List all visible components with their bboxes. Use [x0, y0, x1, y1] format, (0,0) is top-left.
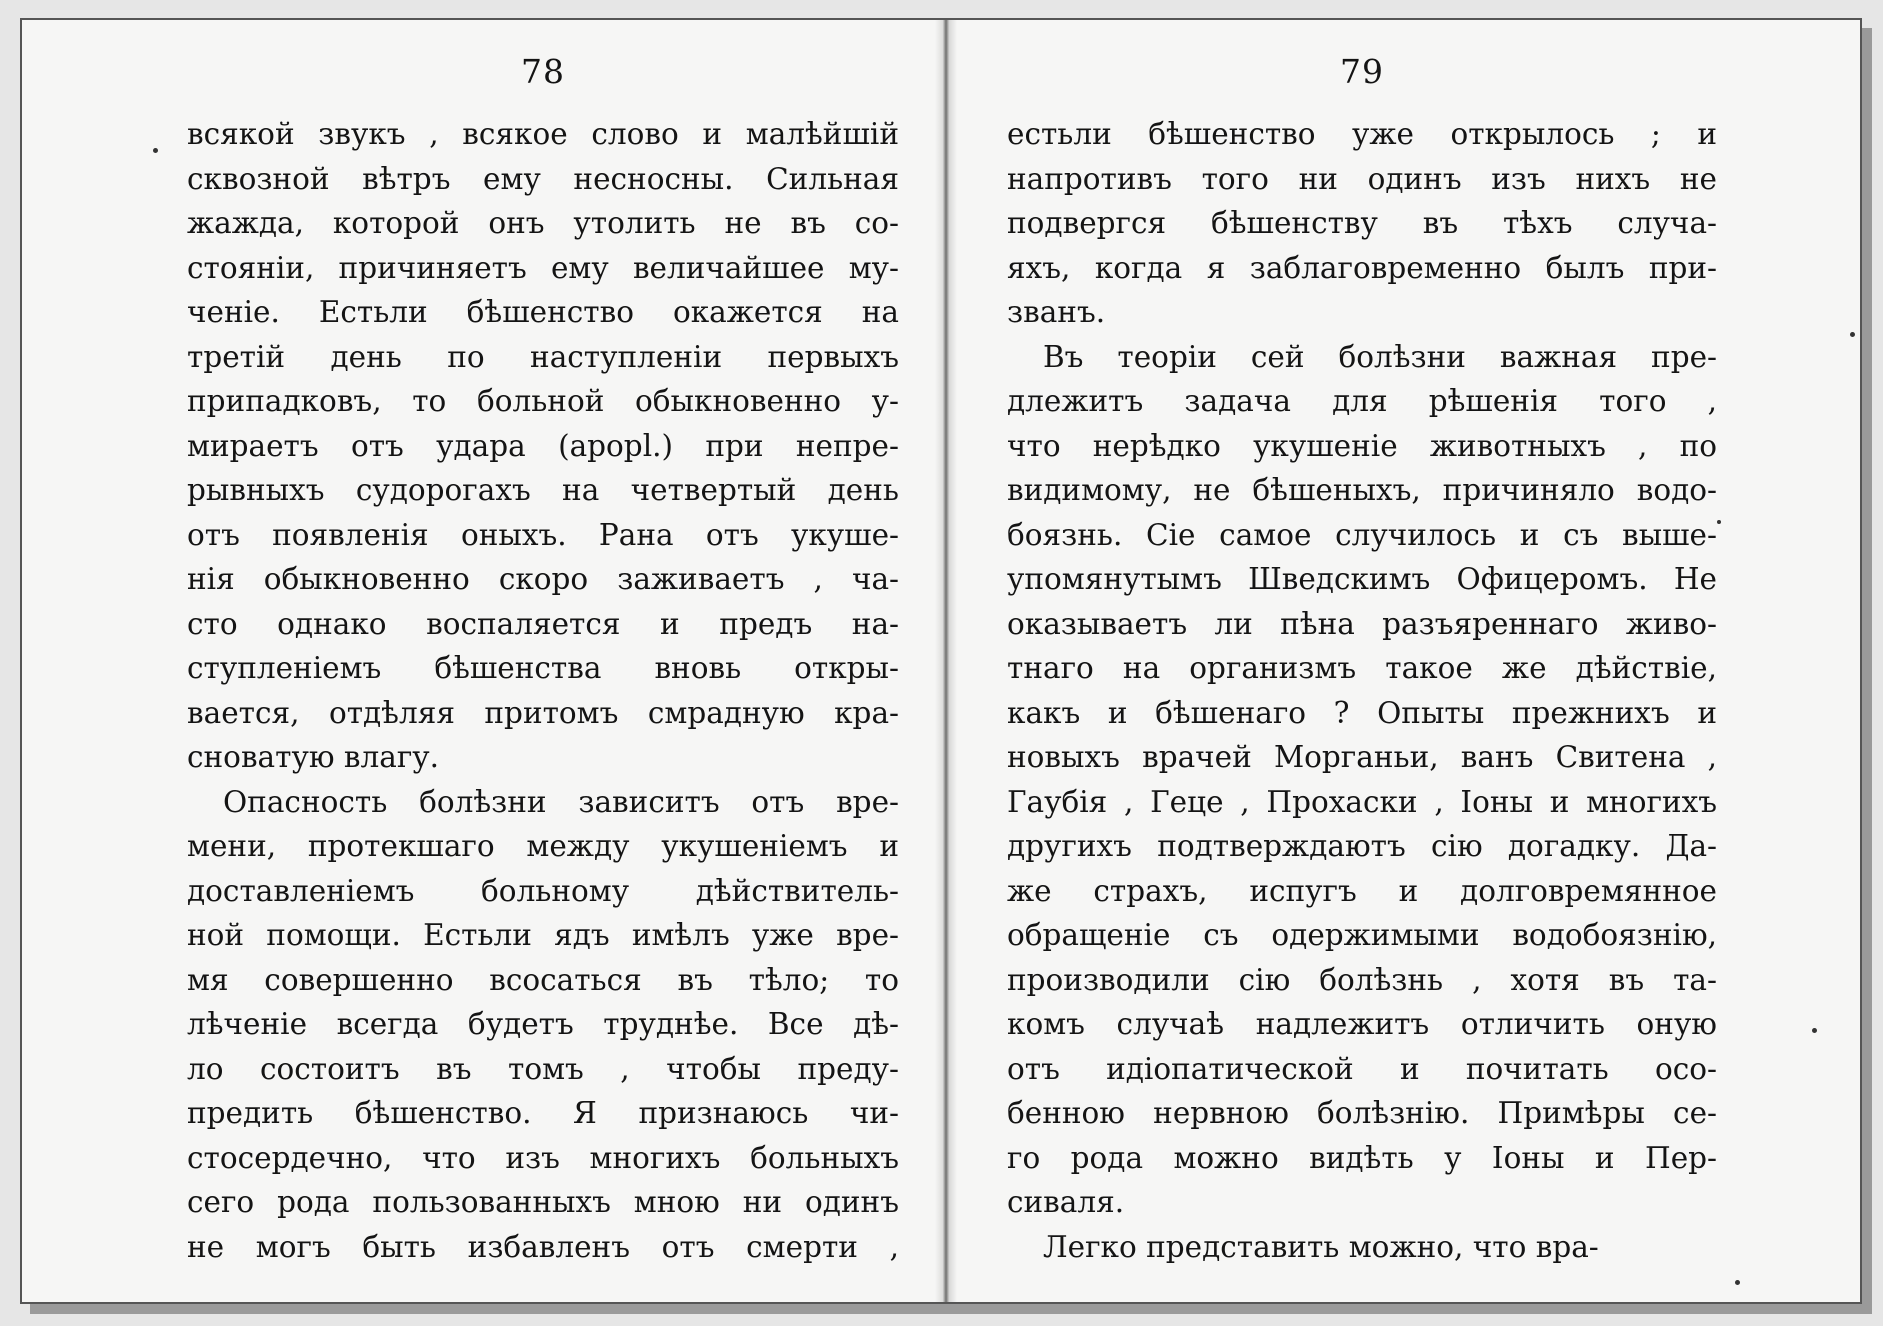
ink-speck: [153, 148, 158, 153]
text-line: боязнь. Сіе самое случилось и съ выше-: [1007, 517, 1717, 552]
text-line: ступленіемъ бѣшенства вновь откры-: [187, 651, 899, 685]
text-line: отъ идіопатической и почитать осо-: [1007, 1051, 1717, 1086]
text-line: длежитъ задача для рѣшенія того ,: [1007, 384, 1717, 418]
book-scan: [20, 18, 1862, 1304]
ink-speck: [1812, 1028, 1817, 1033]
text-line: сиваля.: [1007, 1185, 1125, 1219]
text-line: другихъ подтверждаютъ сію догадку. Да-: [1007, 829, 1717, 863]
text-line: сто однако воспаляется и предъ на-: [187, 606, 899, 641]
text-line: новыхъ врачей Морганьи, ванъ Свитена ,: [1007, 740, 1717, 774]
text-line: сноватую влагу.: [187, 740, 440, 774]
text-line: нія обыкновенно скоро заживаетъ , ча-: [187, 562, 899, 596]
text-line: не могъ быть избавленъ отъ смерти ,: [187, 1229, 899, 1264]
text-line: вается, отдѣляя притомъ смрадную кра-: [187, 695, 899, 730]
text-line: бенною нервною болѣзнію. Примѣры се-: [1007, 1096, 1717, 1130]
text-line: мя совершенно всосаться въ тѣло; то: [187, 962, 899, 997]
text-line: Опасность болѣзни зависитъ отъ вре-: [223, 784, 899, 819]
text-line: припадковъ, то больной обыкновенно у-: [187, 384, 899, 418]
text-line: комъ случаѣ надлежитъ отличить оную: [1007, 1007, 1717, 1041]
text-line: мираетъ отъ удара (apopl.) при непре-: [187, 428, 899, 463]
text-line: видимому, не бѣшеныхъ, причиняло водо-: [1007, 473, 1717, 507]
text-line: же страхъ, испугъ и долговремянное: [1007, 873, 1717, 908]
text-line: тнаго на организмъ такое же дѣйствіе,: [1007, 651, 1717, 685]
book-spine-gutter: [935, 20, 957, 1302]
page-number-left: 78: [521, 52, 565, 91]
text-line: мени, протекшаго между укушеніемъ и: [187, 829, 899, 863]
text-line: оказываетъ ли пѣна разъяреннаго живо-: [1007, 606, 1717, 641]
page-number-right: 79: [1340, 52, 1384, 91]
right-page-text: [1007, 112, 1717, 1269]
text-line: стосердечно, что изъ многихъ больныхъ: [187, 1140, 899, 1175]
text-line: ной помощи. Естьли ядъ имѣлъ уже вре-: [187, 918, 899, 952]
text-line: предить бѣшенство. Я признаюсь чи-: [187, 1096, 899, 1130]
text-line: Въ теоріи сей болѣзни важная пре-: [1043, 339, 1717, 374]
text-line: ченіе. Естьли бѣшенство окажется на: [187, 295, 899, 329]
text-line: званъ.: [1007, 295, 1106, 329]
text-line: сего рода пользованныхъ мною ни одинъ: [187, 1185, 899, 1219]
text-line: третій день по наступленіи первыхъ: [187, 339, 899, 374]
text-line: рывныхъ судорогахъ на четвертый день: [187, 473, 899, 507]
text-line: Легко представить можно, что вра-: [1043, 1229, 1599, 1264]
ink-speck: [1850, 332, 1855, 337]
text-line: доставленіемъ больному дѣйствитель-: [187, 873, 899, 908]
text-line: обращеніе съ одержимыми водобоязнію,: [1007, 918, 1717, 952]
text-line: сквозной вѣтръ ему несносны. Сильная: [187, 161, 899, 196]
ink-speck: [1735, 1280, 1740, 1285]
text-line: ло состоитъ въ томъ , чтобы преду-: [187, 1051, 899, 1086]
text-line: отъ появленія оныхъ. Рана отъ укуше-: [187, 517, 899, 552]
text-line: упомянутымъ Шведскимъ Офицеромъ. Не: [1007, 562, 1717, 596]
text-line: жажда, которой онъ утолить не въ со-: [187, 206, 899, 240]
text-line: какъ и бѣшенаго ? Опыты прежнихъ и: [1007, 695, 1717, 730]
text-line: всякой звукъ , всякое слово и малѣйшій: [187, 117, 899, 151]
text-line: яхъ, когда я заблаговременно былъ при-: [1007, 250, 1717, 285]
left-page-text: [187, 112, 899, 1269]
text-line: лѣченіе всегда будетъ труднѣе. Все дѣ-: [187, 1007, 899, 1041]
ink-speck: [1717, 520, 1721, 524]
text-line: стояніи, причиняетъ ему величайшее му-: [187, 250, 899, 285]
text-line: напротивъ того ни одинъ изъ нихъ не: [1007, 161, 1717, 196]
text-line: естьли бѣшенство уже открылось ; и: [1007, 117, 1717, 151]
text-line: Гаубія , Геце , Прохаски , Іоны и многихъ: [1007, 784, 1717, 819]
text-line: что нерѣдко укушеніе животныхъ , по: [1007, 428, 1717, 463]
text-line: подвергся бѣшенству въ тѣхъ случа-: [1007, 206, 1717, 240]
text-line: производили сію болѣзнь , хотя въ та-: [1007, 962, 1717, 997]
text-line: го рода можно видѣть у Іоны и Пер-: [1007, 1140, 1717, 1175]
